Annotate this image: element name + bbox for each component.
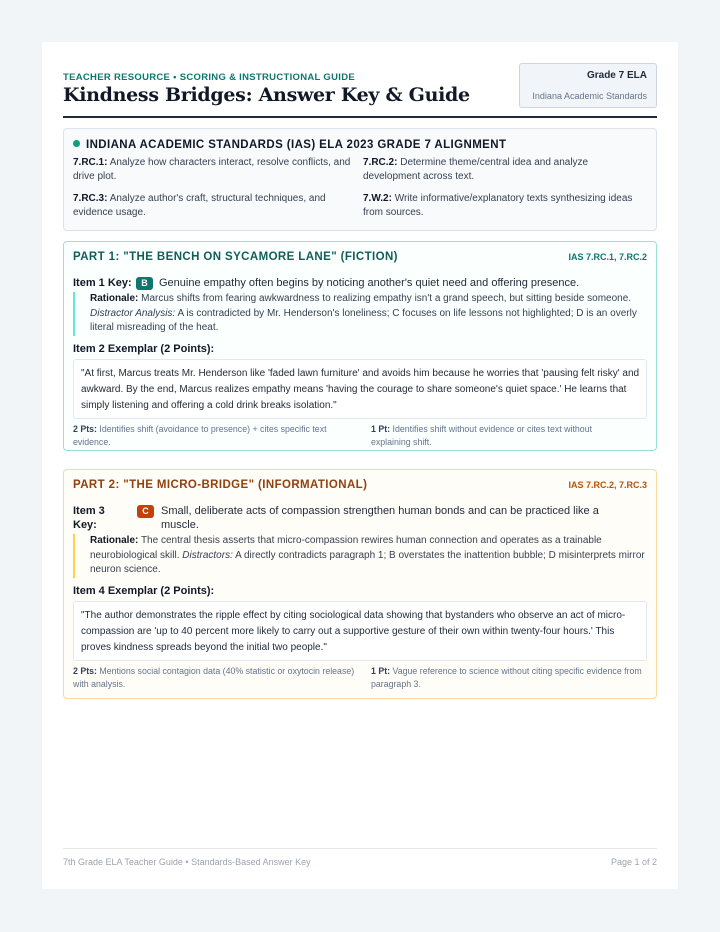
item3-key-text: Small, deliberate acts of compassion strengthen human bonds and can be practiced like a muscle. [161, 505, 599, 531]
item1-key-text: Genuine empathy often begins by noticing another's quiet need and offering presence. [159, 277, 580, 289]
score-label: 2 Pts: [73, 666, 97, 676]
part1-title: PART 1: "THE BENCH ON SYCAMORE LANE" (FICTION) [73, 251, 398, 263]
page-title: Kindness Bridges: Answer Key & Guide [63, 84, 470, 106]
rationale-label: Rationale: [90, 535, 139, 546]
alignment-title-text: INDIANA ACADEMIC STANDARDS (IAS) ELA 2023 GRADE 7 ALIGNMENT [86, 139, 507, 151]
standard-text: Analyze author's craft, structural techniques, and evidence usage. [73, 193, 326, 218]
item4-score-1pt [371, 665, 649, 691]
answer-key-page [42, 42, 678, 889]
item2-exemplar-label: Item 2 Exemplar (2 Points): [73, 343, 215, 355]
rationale-label: Rationale: [90, 293, 139, 304]
item3-answer-badge: C [137, 505, 154, 518]
part1-standards: IAS 7.RC.1, 7.RC.2 [568, 252, 647, 262]
page-number: Page 1 of 2 [610, 857, 657, 867]
page-header [63, 64, 657, 118]
standard-rc1 [73, 156, 353, 184]
standard-code: 7.RC.1: [73, 157, 108, 168]
distractor-text: A directly contradicts paragraph 1; B overstates the inattention bubble; D misinterprets mirror neuron science. [90, 549, 645, 575]
footer-left-text: 7th Grade ELA Teacher Guide • Standards-Based Answer Key [63, 857, 311, 867]
standard-rc3 [73, 192, 353, 220]
standard-w2 [363, 192, 643, 220]
item4-exemplar-response: "The author demonstrates the ripple effect by citing sociological data showing that bystanders who observe an act of micro-compassion are 'up to 40 percent more likely to carry out a supportive gesture of their own within twenty-four hours.' This proves kindness spreads beyond the initial two people." [73, 601, 647, 661]
part2-section [63, 469, 657, 699]
standard-code: 7.W.2: [363, 193, 392, 204]
rationale-text: The central thesis asserts that micro-compassion rewires human connection and operates as a trainable neurobiological skill. [90, 535, 602, 561]
item4-exemplar-label: Item 4 Exemplar (2 Points): [73, 585, 215, 597]
item1-key-label: Item 1 Key: [73, 277, 132, 289]
standards-alignment-box [63, 128, 657, 231]
item3-rationale [73, 534, 647, 578]
item2-score-2pts [73, 423, 355, 449]
item2-exemplar-response: "At first, Marcus treats Mr. Henderson like 'faded lawn furniture' and avoids him because he worries that 'pausing felt risky' and awkward. By the end, Marcus realizes empathy means 'having the courage to share someone's quiet space.' He learns that simply listening and offering a cold drink breaks isolation." [73, 359, 647, 419]
grade-label: Grade 7 ELA [586, 70, 647, 81]
score-text: Mentions social contagion data (40% statistic or oxytocin release) with analysis. [73, 666, 355, 689]
alignment-title [73, 139, 506, 151]
header-kicker: TEACHER RESOURCE • SCORING & INSTRUCTIONAL GUIDE [63, 72, 356, 83]
standard-text: Analyze how characters interact, resolve conflicts, and drive plot. [73, 157, 351, 182]
score-text: Vague reference to science without citing specific evidence from paragraph 3. [371, 666, 642, 689]
item3-key-label: Item 3 Key: [73, 505, 105, 531]
standard-text: Determine theme/central idea and analyze development across text. [363, 157, 589, 182]
part1-section [63, 241, 657, 451]
standard-code: 7.RC.3: [73, 193, 108, 204]
distractor-label: Distractors: [182, 549, 233, 561]
rationale-text: Marcus shifts from fearing awkwardness to realizing empathy isn't a grand speech, but sitting beside someone. [141, 293, 632, 304]
standard-text: Write informative/explanatory texts synthesizing ideas from sources. [363, 193, 633, 218]
standards-name: Indiana Academic Standards [532, 91, 647, 101]
score-label: 1 Pt: [371, 666, 391, 676]
standard-code: 7.RC.2: [363, 157, 398, 168]
part2-standards: IAS 7.RC.2, 7.RC.3 [568, 480, 647, 490]
page-footer [63, 848, 657, 868]
item2-score-1pt [371, 423, 631, 449]
item1-rationale [73, 292, 647, 336]
item1-answer-badge: B [136, 277, 153, 290]
item4-score-2pts [73, 665, 355, 691]
distractor-label: Distractor Analysis: [90, 307, 176, 319]
score-text: Identifies shift (avoidance to presence) + cites specific text evidence. [73, 424, 327, 447]
score-label: 2 Pts: [73, 424, 97, 434]
part2-title: PART 2: "THE MICRO-BRIDGE" (INFORMATIONAL) [73, 479, 368, 491]
grade-box [519, 63, 657, 108]
bullet-dot-icon [73, 140, 80, 147]
distractor-text: A is contradicted by Mr. Henderson's loneliness; C focuses on life lessons not highlighted; D is an overly literal misreading of the heat. [90, 307, 637, 333]
standard-rc2 [363, 156, 643, 184]
score-text: Identifies shift without evidence or cites text without explaining shift. [371, 424, 593, 447]
score-label: 1 Pt: [371, 424, 391, 434]
